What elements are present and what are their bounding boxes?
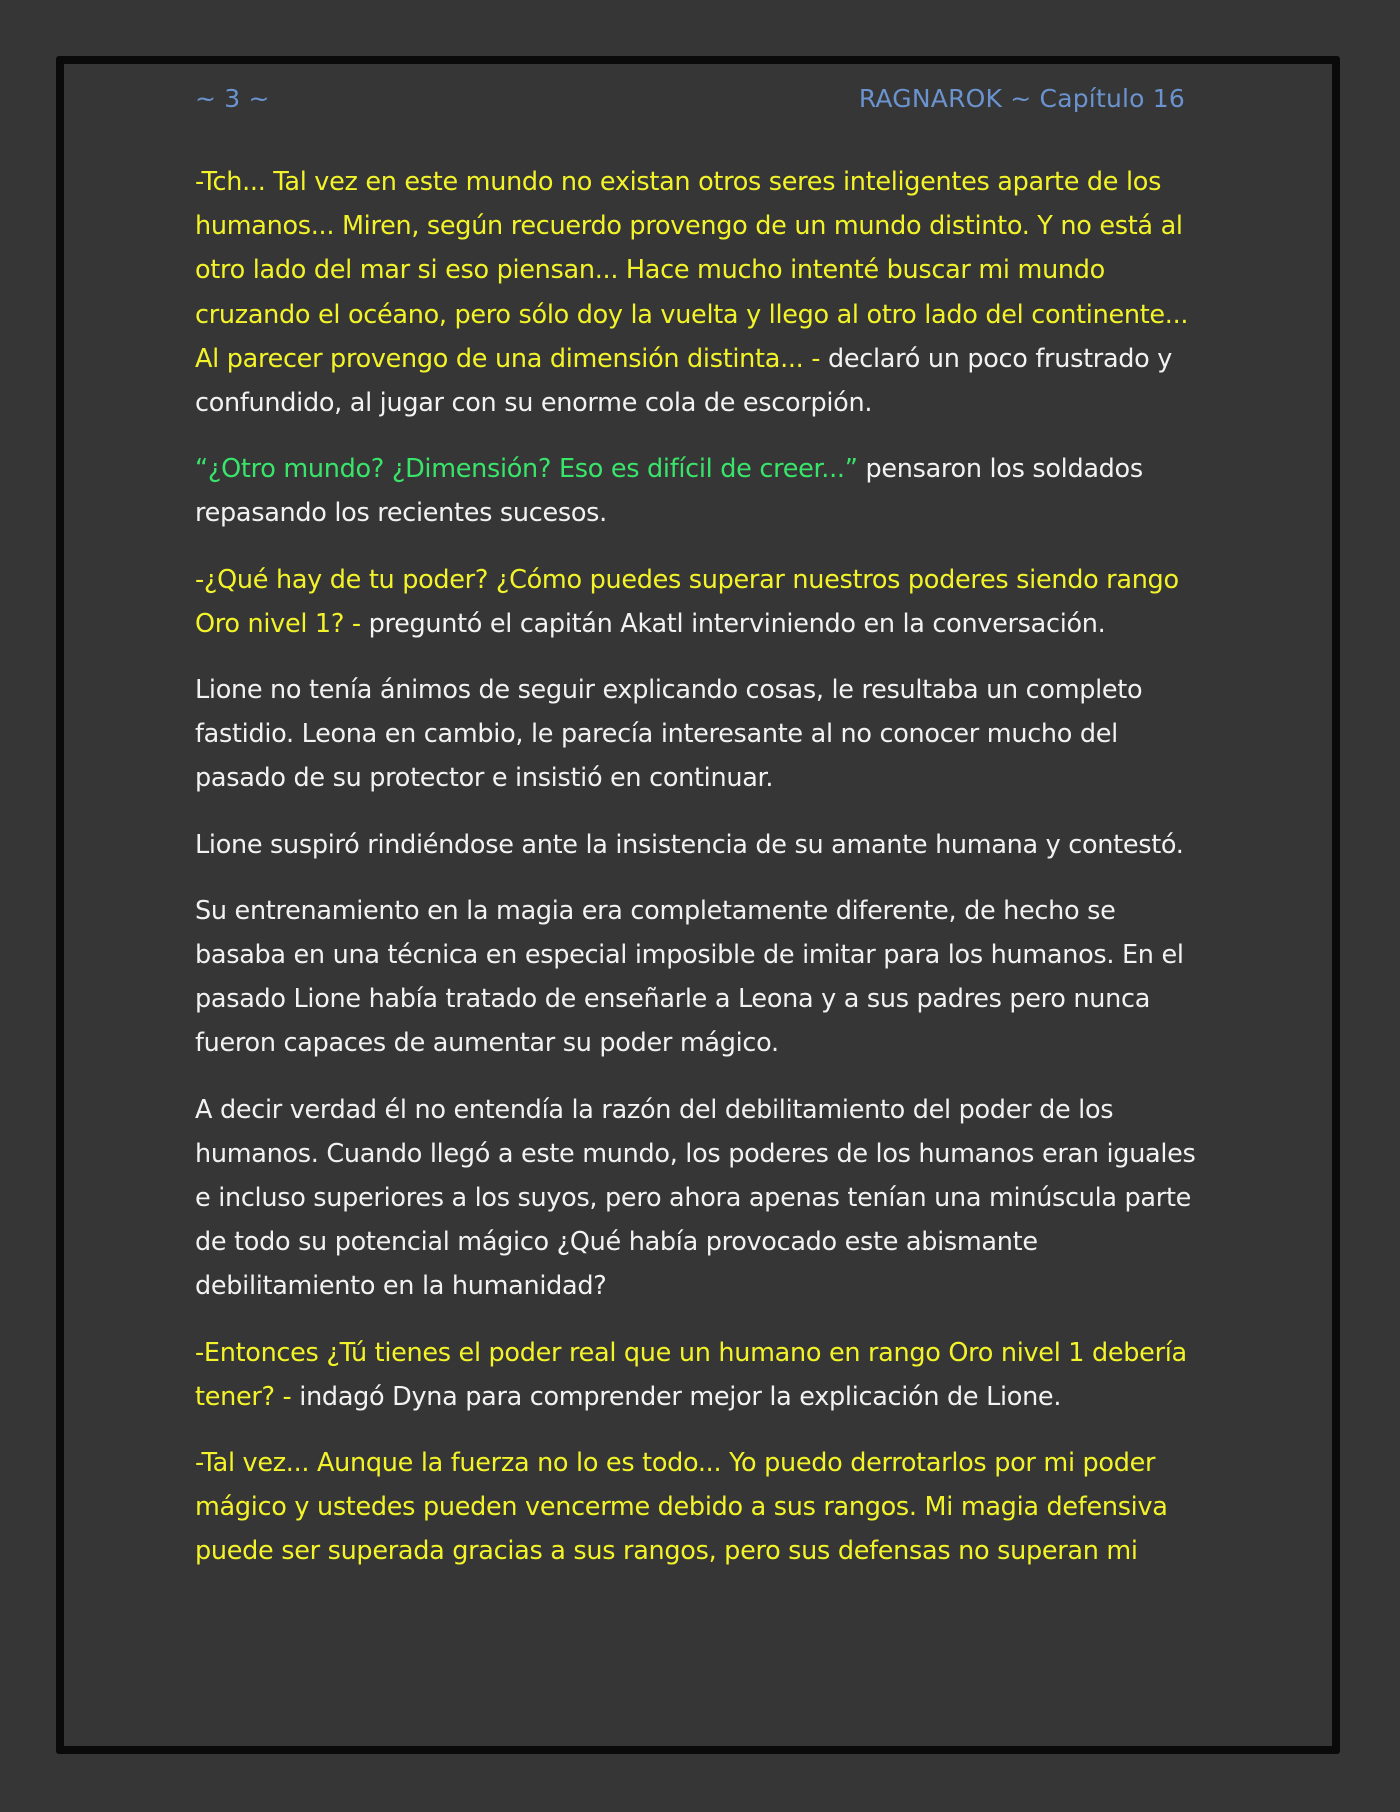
story-text <box>195 160 1205 1596</box>
narration-text: indagó Dyna para comprender mejor la explicación de Lione. <box>299 1381 1062 1412</box>
narration-text: A decir verdad él no entendía la razón del debilitamiento del poder de los humanos. Cuando llegó a este mundo, los poderes de los humanos eran iguales e incluso superiores a los suyos, pero ahora apenas tenían una minúscula parte de todo su potencial mágico ¿Qué había provocado este abismante debilitamiento en la humanidad? <box>195 1094 1196 1302</box>
paragraph-5 <box>195 823 1205 867</box>
narration-text: Su entrenamiento en la magia era completamente diferente, de hecho se basaba en una técnica en especial imposible de imitar para los humanos. En el pasado Lione había tratado de enseñarle a Leona y a sus padres pero nunca fueron capaces de aumentar su poder mágico. <box>195 895 1184 1059</box>
chapter-title: RAGNAROK ~ Capítulo 16 <box>858 84 1185 113</box>
paragraph-4 <box>195 668 1205 801</box>
narration-text: Lione suspiró rindiéndose ante la insistencia de su amante humana y contestó. <box>195 829 1184 860</box>
paragraph-9 <box>195 1441 1205 1574</box>
dialogue-text: -Tch... Tal vez en este mundo no existan otros seres inteligentes aparte de los humanos... Miren, según recuerdo provengo de un mundo distinto. Y no está al otro lado del mar si eso piensan... Hace mucho intenté buscar mi mundo cruzando el océano, pero sólo doy la vuelta y llego al otro lado del continente... Al parecer provengo de una dimensión distinta... - <box>195 167 1189 374</box>
narration-text: preguntó el capitán Akatl interviniendo en la conversación. <box>368 608 1106 639</box>
paragraph-1 <box>195 160 1205 425</box>
page-number: ~ 3 ~ <box>195 84 270 113</box>
paragraph-3 <box>195 558 1205 646</box>
dialogue-text: -Tal vez... Aunque la fuerza no lo es todo... Yo puedo derrotarlos por mi poder mágico y ustedes pueden vencerme debido a sus rangos. Mi magia defensiva puede ser superada gracias a sus rangos, pero sus defensas no superan mi <box>195 1448 1168 1567</box>
paragraph-8 <box>195 1331 1205 1419</box>
thought-text: “¿Otro mundo? ¿Dimensión? Eso es difícil de creer...” <box>195 454 866 485</box>
narration-text: pensaron los soldados repasando los recientes sucesos. <box>195 454 1143 529</box>
paragraph-7 <box>195 1088 1205 1309</box>
dialogue-text: -¿Qué hay de tu poder? ¿Cómo puedes superar nuestros poderes siendo rango Oro nivel 1? - <box>195 564 1179 639</box>
dialogue-text: -Entonces ¿Tú tienes el poder real que un humano en rango Oro nivel 1 debería tener? - <box>195 1337 1187 1412</box>
paragraph-2 <box>195 447 1205 535</box>
narration-text: Lione no tenía ánimos de seguir explicando cosas, le resultaba un completo fastidio. Leona en cambio, le parecía interesante al no conocer mucho del pasado de su protector e insistió en continuar. <box>195 675 1143 794</box>
paragraph-6 <box>195 889 1205 1066</box>
narration-text: declaró un poco frustrado y confundido, al jugar con su enorme cola de escorpión. <box>195 343 1173 419</box>
page-header <box>195 84 1185 124</box>
